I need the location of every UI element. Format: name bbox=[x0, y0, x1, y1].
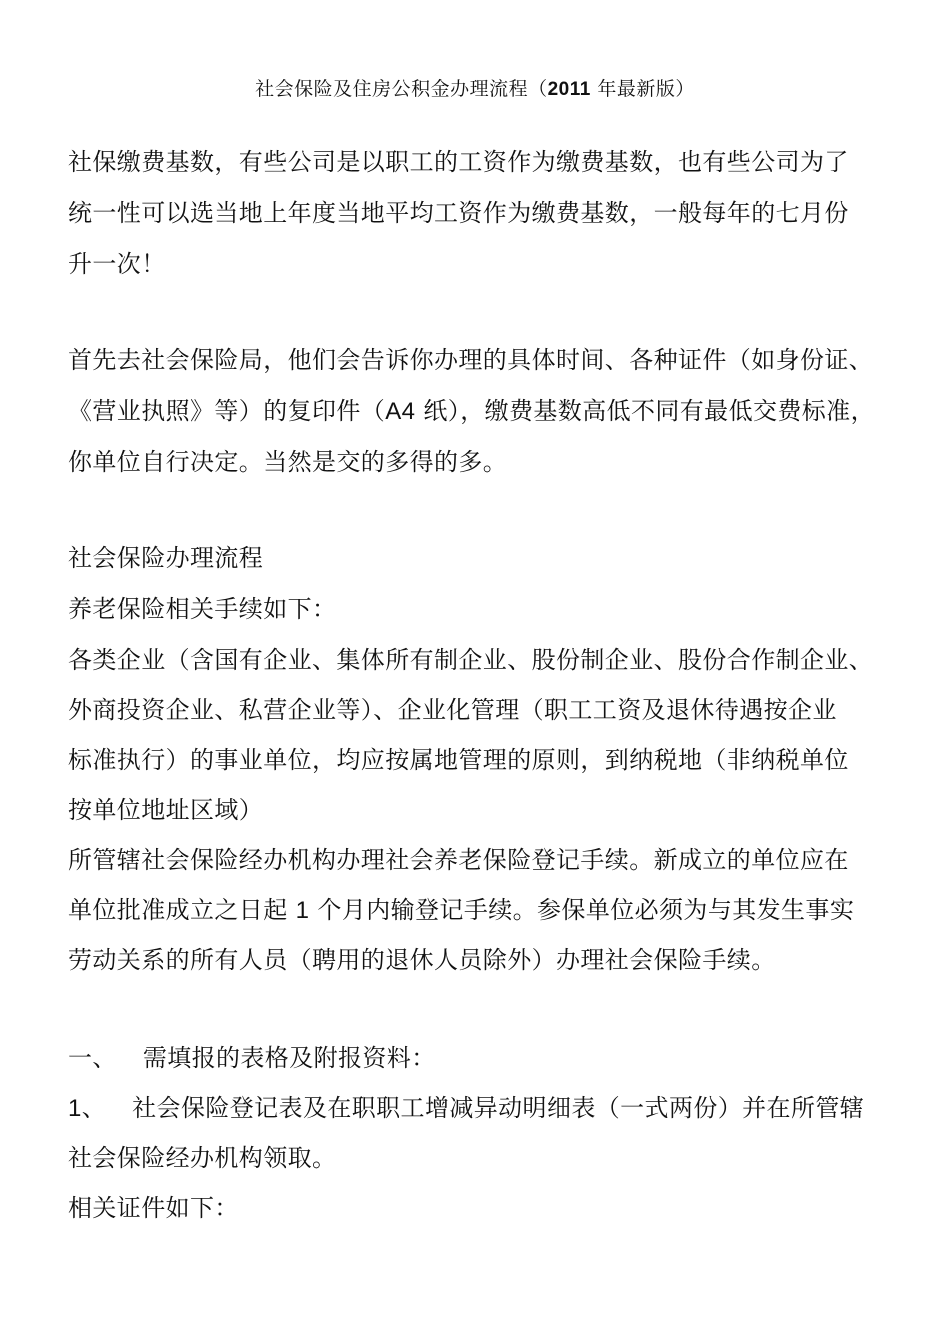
paragraph-3-line-4: 按单位地址区域） bbox=[68, 796, 264, 824]
pension-subheading: 养老保险相关手续如下： bbox=[68, 595, 337, 623]
paragraph-2-line-3: 你单位自行决定。当然是交的多得的多。 bbox=[68, 448, 508, 476]
paragraph-2-line-2 bbox=[68, 393, 888, 430]
paragraph-1-line-1: 社保缴费基数，有些公司是以职工的工资作为缴费基数，也有些公司为了 bbox=[68, 148, 849, 176]
paragraph-2-line-2-start: 《营业执照》等）的复印件（ bbox=[68, 397, 386, 425]
paragraph-3-line-1: 各类企业（含国有企业、集体所有制企业、股份制企业、股份合作制企业、 bbox=[68, 646, 874, 674]
paragraph-1-line-2: 统一性可以选当地上年度当地平均工资作为缴费基数，一般每年的七月份 bbox=[68, 199, 849, 227]
paragraph-3-line-2: 外商投资企业、私营企业等）、企业化管理（职工工资及退休待遇按企业 bbox=[68, 696, 837, 724]
paragraph-4-line-3: 劳动关系的所有人员（聘用的退休人员除外）办理社会保险手续。 bbox=[68, 946, 776, 974]
paragraph-2-line-2-end: 纸），缴费基数高低不同有最低交费标准， bbox=[415, 397, 875, 425]
paragraph-4-line-2-end: 个月内输登记手续。参保单位必须为与其发生事实 bbox=[309, 896, 855, 924]
paragraph-1-line-3: 升一次！ bbox=[68, 250, 166, 278]
document-title bbox=[0, 74, 950, 105]
item-1-line-1 bbox=[68, 1090, 888, 1127]
paper-size: A4 bbox=[385, 398, 416, 425]
certificates-heading: 相关证件如下： bbox=[68, 1194, 239, 1222]
paragraph-4-line-2-start: 单位批准成立之日起 bbox=[68, 896, 296, 924]
paragraph-4-line-1: 所管辖社会保险经办机构办理社会养老保险登记手续。新成立的单位应在 bbox=[68, 846, 849, 874]
section-1-heading bbox=[68, 1040, 888, 1076]
item-1-line-2: 社会保险经办机构领取。 bbox=[68, 1144, 337, 1172]
section-1-number: 一、 bbox=[68, 1044, 117, 1072]
month-count: 1 bbox=[295, 897, 310, 924]
paragraph-4-line-2 bbox=[68, 892, 888, 929]
title-year: 2011 bbox=[547, 79, 591, 100]
paragraph-2-line-1: 首先去社会保险局，他们会告诉你办理的具体时间、各种证件（如身份证、 bbox=[68, 346, 874, 374]
section-heading: 社会保险办理流程 bbox=[68, 544, 264, 572]
title-prefix: 社会保险及住房公积金办理流程（ bbox=[255, 78, 548, 100]
title-suffix: 年最新版） bbox=[590, 78, 695, 100]
item-1-number: 1、 bbox=[68, 1095, 107, 1122]
paragraph-3-line-3: 标准执行）的事业单位，均应按属地管理的原则，到纳税地（非纳税单位 bbox=[68, 746, 849, 774]
section-1-text: 需填报的表格及附报资料： bbox=[142, 1044, 436, 1072]
item-1-text: 社会保险登记表及在职职工增减异动明细表（一式两份）并在所管辖 bbox=[132, 1094, 865, 1122]
